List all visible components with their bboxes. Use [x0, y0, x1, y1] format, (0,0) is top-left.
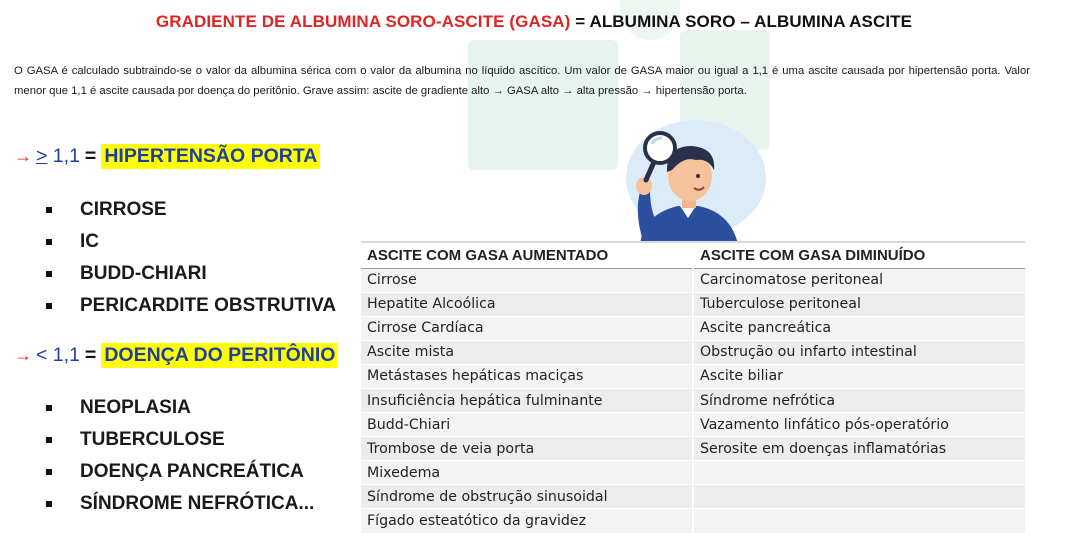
list-item-label: CIRROSE — [80, 199, 167, 220]
equals-sign: = — [84, 344, 97, 366]
table-cell-high: Hepatite Alcoólica — [361, 292, 693, 316]
table-row — [361, 413, 1025, 437]
title-red-part: GRADIENTE DE ALBUMINA SORO-ASCITE (GASA) — [155, 12, 571, 31]
list-high-gradient — [46, 194, 336, 322]
table-body — [361, 268, 1025, 533]
heading-high-gradient — [14, 144, 320, 169]
table-cell-low — [693, 485, 1025, 509]
table-cell-high: Síndrome de obstrução sinusoidal — [361, 485, 693, 509]
table-cell-high: Fígado esteatótico da gravidez — [361, 509, 693, 533]
table-cell-high: Ascite mista — [361, 340, 693, 364]
list-item — [46, 194, 336, 226]
arrow-right-icon: → — [14, 146, 32, 166]
table-row — [361, 292, 1025, 316]
table-cell-high: Cirrose Cardíaca — [361, 316, 693, 340]
list-item-label: NEOPLASIA — [80, 397, 191, 418]
list-item-label: DOENÇA PANCREÁTICA — [80, 461, 304, 482]
list-item-label: SÍNDROME NEFRÓTICA... — [80, 493, 315, 514]
table-cell-high: Cirrose — [361, 268, 693, 292]
table-row — [361, 268, 1025, 292]
table-cell-low — [693, 509, 1025, 533]
table-cell-low: Serosite em doenças inflamatórias — [693, 437, 1025, 461]
person-with-magnifying-glass-icon — [600, 118, 770, 244]
list-item — [46, 290, 336, 322]
watermark-shape — [468, 40, 618, 170]
table-row — [361, 485, 1025, 509]
title-formula: = ALBUMINA SORO – ALBUMINA ASCITE — [570, 12, 913, 31]
greater-equal-symbol: > — [36, 145, 48, 167]
bullet-square-icon — [46, 239, 52, 245]
heading-low-gradient — [14, 343, 338, 368]
list-item — [46, 258, 336, 290]
page-title — [0, 12, 1068, 32]
table-cell-low: Tuberculose peritoneal — [693, 292, 1025, 316]
table-cell-low: Obstrução ou infarto intestinal — [693, 340, 1025, 364]
highlight-portal-hypertension: HIPERTENSÃO PORTA — [101, 144, 320, 169]
list-item — [46, 226, 336, 258]
table-cell-low: Vazamento linfático pós-operatório — [693, 413, 1025, 437]
list-item — [46, 488, 314, 520]
list-item-label: PERICARDITE OBSTRUTIVA — [80, 295, 337, 316]
list-item — [46, 456, 314, 488]
table-cell-high: Metástases hepáticas maciças — [361, 364, 693, 388]
list-item-label: BUDD-CHIARI — [80, 263, 207, 284]
table-cell-high: Mixedema — [361, 461, 693, 485]
table-cell-low: Ascite pancreática — [693, 316, 1025, 340]
table-header-high: ASCITE COM GASA AUMENTADO — [361, 242, 693, 268]
list-low-gradient — [46, 392, 314, 520]
table-row — [361, 388, 1025, 412]
condition-high-value: 1,1 — [47, 145, 80, 167]
table-row — [361, 509, 1025, 533]
table-cell-low: Síndrome nefrótica — [693, 388, 1025, 412]
table-cell-high: Trombose de veia porta — [361, 437, 693, 461]
bullet-square-icon — [46, 501, 52, 507]
list-item-label: TUBERCULOSE — [80, 429, 225, 450]
equals-sign: = — [84, 145, 97, 167]
table-row — [361, 340, 1025, 364]
table-row — [361, 316, 1025, 340]
table-cell-low: Ascite biliar — [693, 364, 1025, 388]
table-header-row — [361, 242, 1025, 268]
table-row — [361, 461, 1025, 485]
bullet-square-icon — [46, 469, 52, 475]
table-row — [361, 364, 1025, 388]
table-header-low: ASCITE COM GASA DIMINUÍDO — [693, 242, 1025, 268]
table-cell-low: Carcinomatose peritoneal — [693, 268, 1025, 292]
table-cell-low — [693, 461, 1025, 485]
bullet-square-icon — [46, 437, 52, 443]
bullet-square-icon — [46, 405, 52, 411]
arrow-right-icon: → — [14, 345, 32, 365]
table-cell-high: Insuficiência hepática fulminante — [361, 388, 693, 412]
condition-low: < 1,1 — [36, 344, 80, 366]
table-row — [361, 437, 1025, 461]
list-item-label: IC — [80, 231, 99, 252]
bullet-square-icon — [46, 207, 52, 213]
list-item — [46, 424, 314, 456]
list-item — [46, 392, 314, 424]
highlight-peritoneal-disease: DOENÇA DO PERITÔNIO — [101, 343, 338, 368]
table-cell-high: Budd-Chiari — [361, 413, 693, 437]
bullet-square-icon — [46, 271, 52, 277]
ascites-gradient-table — [361, 241, 1025, 534]
bullet-square-icon — [46, 303, 52, 309]
condition-high — [36, 145, 80, 168]
intro-paragraph: O GASA é calculado subtraindo-se o valor da albumina sérica com o valor da albumina no líquido ascítico. Um valor de GASA maior ou igual a 1,1 é uma ascite causada por hipertensão porta. Valor menor que 1,1 é ascite causada por doença do peritônio. Grave assim: ascite de gradiente alto → GASA alto → alta pressão → hipertensão porta. — [14, 65, 1030, 97]
